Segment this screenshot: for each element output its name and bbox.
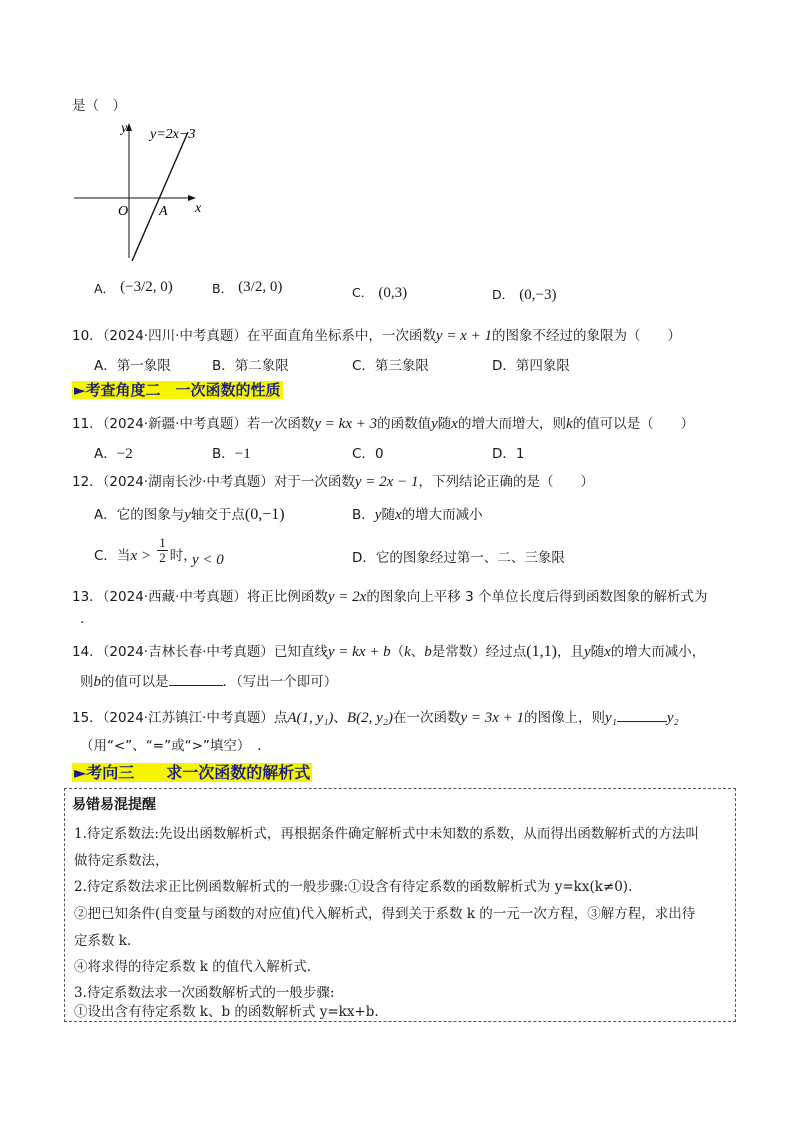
reminder-line-2: 做待定系数法， [74,853,169,869]
q12-formula: y = 2x − 1 [354,474,419,490]
q11-formula: y = kx + 3 [314,416,378,432]
q9-option-c-value: (0,3) [378,285,408,301]
q11-option-c[interactable]: C．0 [352,446,384,462]
q11-option-d[interactable]: D．1 [492,446,525,462]
section-2-header: ►考查角度二 一次函数的性质 [74,381,281,399]
q9-option-d-value: (0,−3) [519,287,557,303]
q9-option-a-value: (−3/2, 0) [120,279,173,295]
q13-stem: 13．（2024·西藏·中考真题）将正比例函数y = 2x的图象向上平移 3 个单位长度后得到函数图象的解析式为 [72,589,708,605]
q15-stem: 15．（2024·江苏镇江·中考真题）点A(1, y₁)、B(2, y₂)在一次函数y = 3x + 1的图像上，则y₁ y₂ [72,710,679,726]
q10-option-c[interactable]: C．第三象限 [352,358,429,374]
q14-line2: 则b的值可以是 ．（写出一个即可） [80,674,338,690]
q10-option-d[interactable]: D．第四象限 [492,358,570,374]
q12-option-c-result: y < 0 [192,552,224,568]
reminder-line-8: ①设出含有待定系数 k、b 的函数解析式 y=kx+b. [74,1004,379,1020]
q12-option-a[interactable]: A．它的图象与y轴交于点(0,−1) [94,506,285,523]
q11-option-b[interactable]: B．−1 [212,446,251,462]
origin-label: O [118,204,129,219]
reminder-line-7: 3.待定系数法求一次函数解析式的一般步骤: [74,985,335,1001]
q12-stem: 12．（2024·湖南长沙·中考真题）对于一次函数y = 2x − 1，下列结论正确的是（ ） [72,474,594,490]
reminder-line-6: ④将求得的待定系数 k 的值代入解析式. [74,959,312,975]
q15-line2: （用“<”、“=”或“>”填空） . [80,738,262,754]
q12-option-c-fraction: $\frac{1}{2}$ [159,535,166,565]
q13-formula: y = 2x [327,589,367,605]
q14-answer-blank[interactable] [169,685,223,686]
q11-stem: 11．（2024·新疆·中考真题）若一次函数y = kx + 3的函数值y随x的增大而增大，则k的值可以是（ ） [72,416,695,432]
q10-formula: y = x + 1 [435,328,492,344]
q9-stem-tail: 是（ ） [72,98,126,114]
q9-option-b-value: (3/2, 0) [238,279,283,295]
q15-answer-blank[interactable] [617,721,667,722]
section-3-header: ►考向三 求一次函数的解析式 [74,763,311,782]
q12-option-c[interactable]: C．当x > $\frac{1}{2}$ 时， [94,535,197,565]
reminder-title: 易错易混提醒 [72,797,156,813]
q9-graph [68,118,218,268]
point-a-label: A [159,204,168,219]
q9-option-b[interactable]: B． (3/2, 0) [212,279,283,296]
reminder-line-1: 1.待定系数法:先设出函数解析式，再根据条件确定解析式中未知数的系数，从而得出函数解析式的方法叫 [74,826,699,842]
q11-option-a[interactable]: A．−2 [94,446,133,462]
q14-formula: y = kx + b [327,644,391,660]
q10-option-a[interactable]: A．第一象限 [94,358,171,374]
q9-option-c[interactable]: C． (0,3) [352,285,408,301]
q9-option-a[interactable]: A． (−3/2, 0) [94,279,173,296]
q13-line2: . [80,611,85,627]
x-axis-label: x [195,201,202,216]
q15-formula: y = 3x + 1 [460,710,525,726]
reminder-line-5: 定系数 k. [74,933,132,949]
function-line [132,132,188,261]
reminder-line-4: ②把已知条件(自变量与函数的对应值)代入解析式，得到关于系数 k 的一元一次方程，③解方程，求出待 [74,906,696,922]
q12-option-b[interactable]: B．y随x的增大而减小 [352,507,483,523]
q14-stem: 14．（2024·吉林长春·中考真题）已知直线y = kx + b（k、b是常数）经过点(1,1)，且y随x的增大而减小， [72,643,706,660]
q9-option-d[interactable]: D． (0,−3) [492,287,557,303]
equation-label: y=2x−3 [150,127,196,142]
y-axis-label: y [121,121,128,136]
q12-option-d[interactable]: D．它的图象经过第一、二、三象限 [352,550,565,566]
q10-option-b[interactable]: B．第二象限 [212,358,289,374]
q10-stem: 10．（2024·四川·中考真题）在平面直角坐标系中，一次函数y = x + 1的图象不经过的象限为（ ） [72,328,681,344]
reminder-line-3: 2.待定系数法求正比例函数解析式的一般步骤:①设含有待定系数的函数解析式为 y=kx(k≠0). [74,879,633,895]
